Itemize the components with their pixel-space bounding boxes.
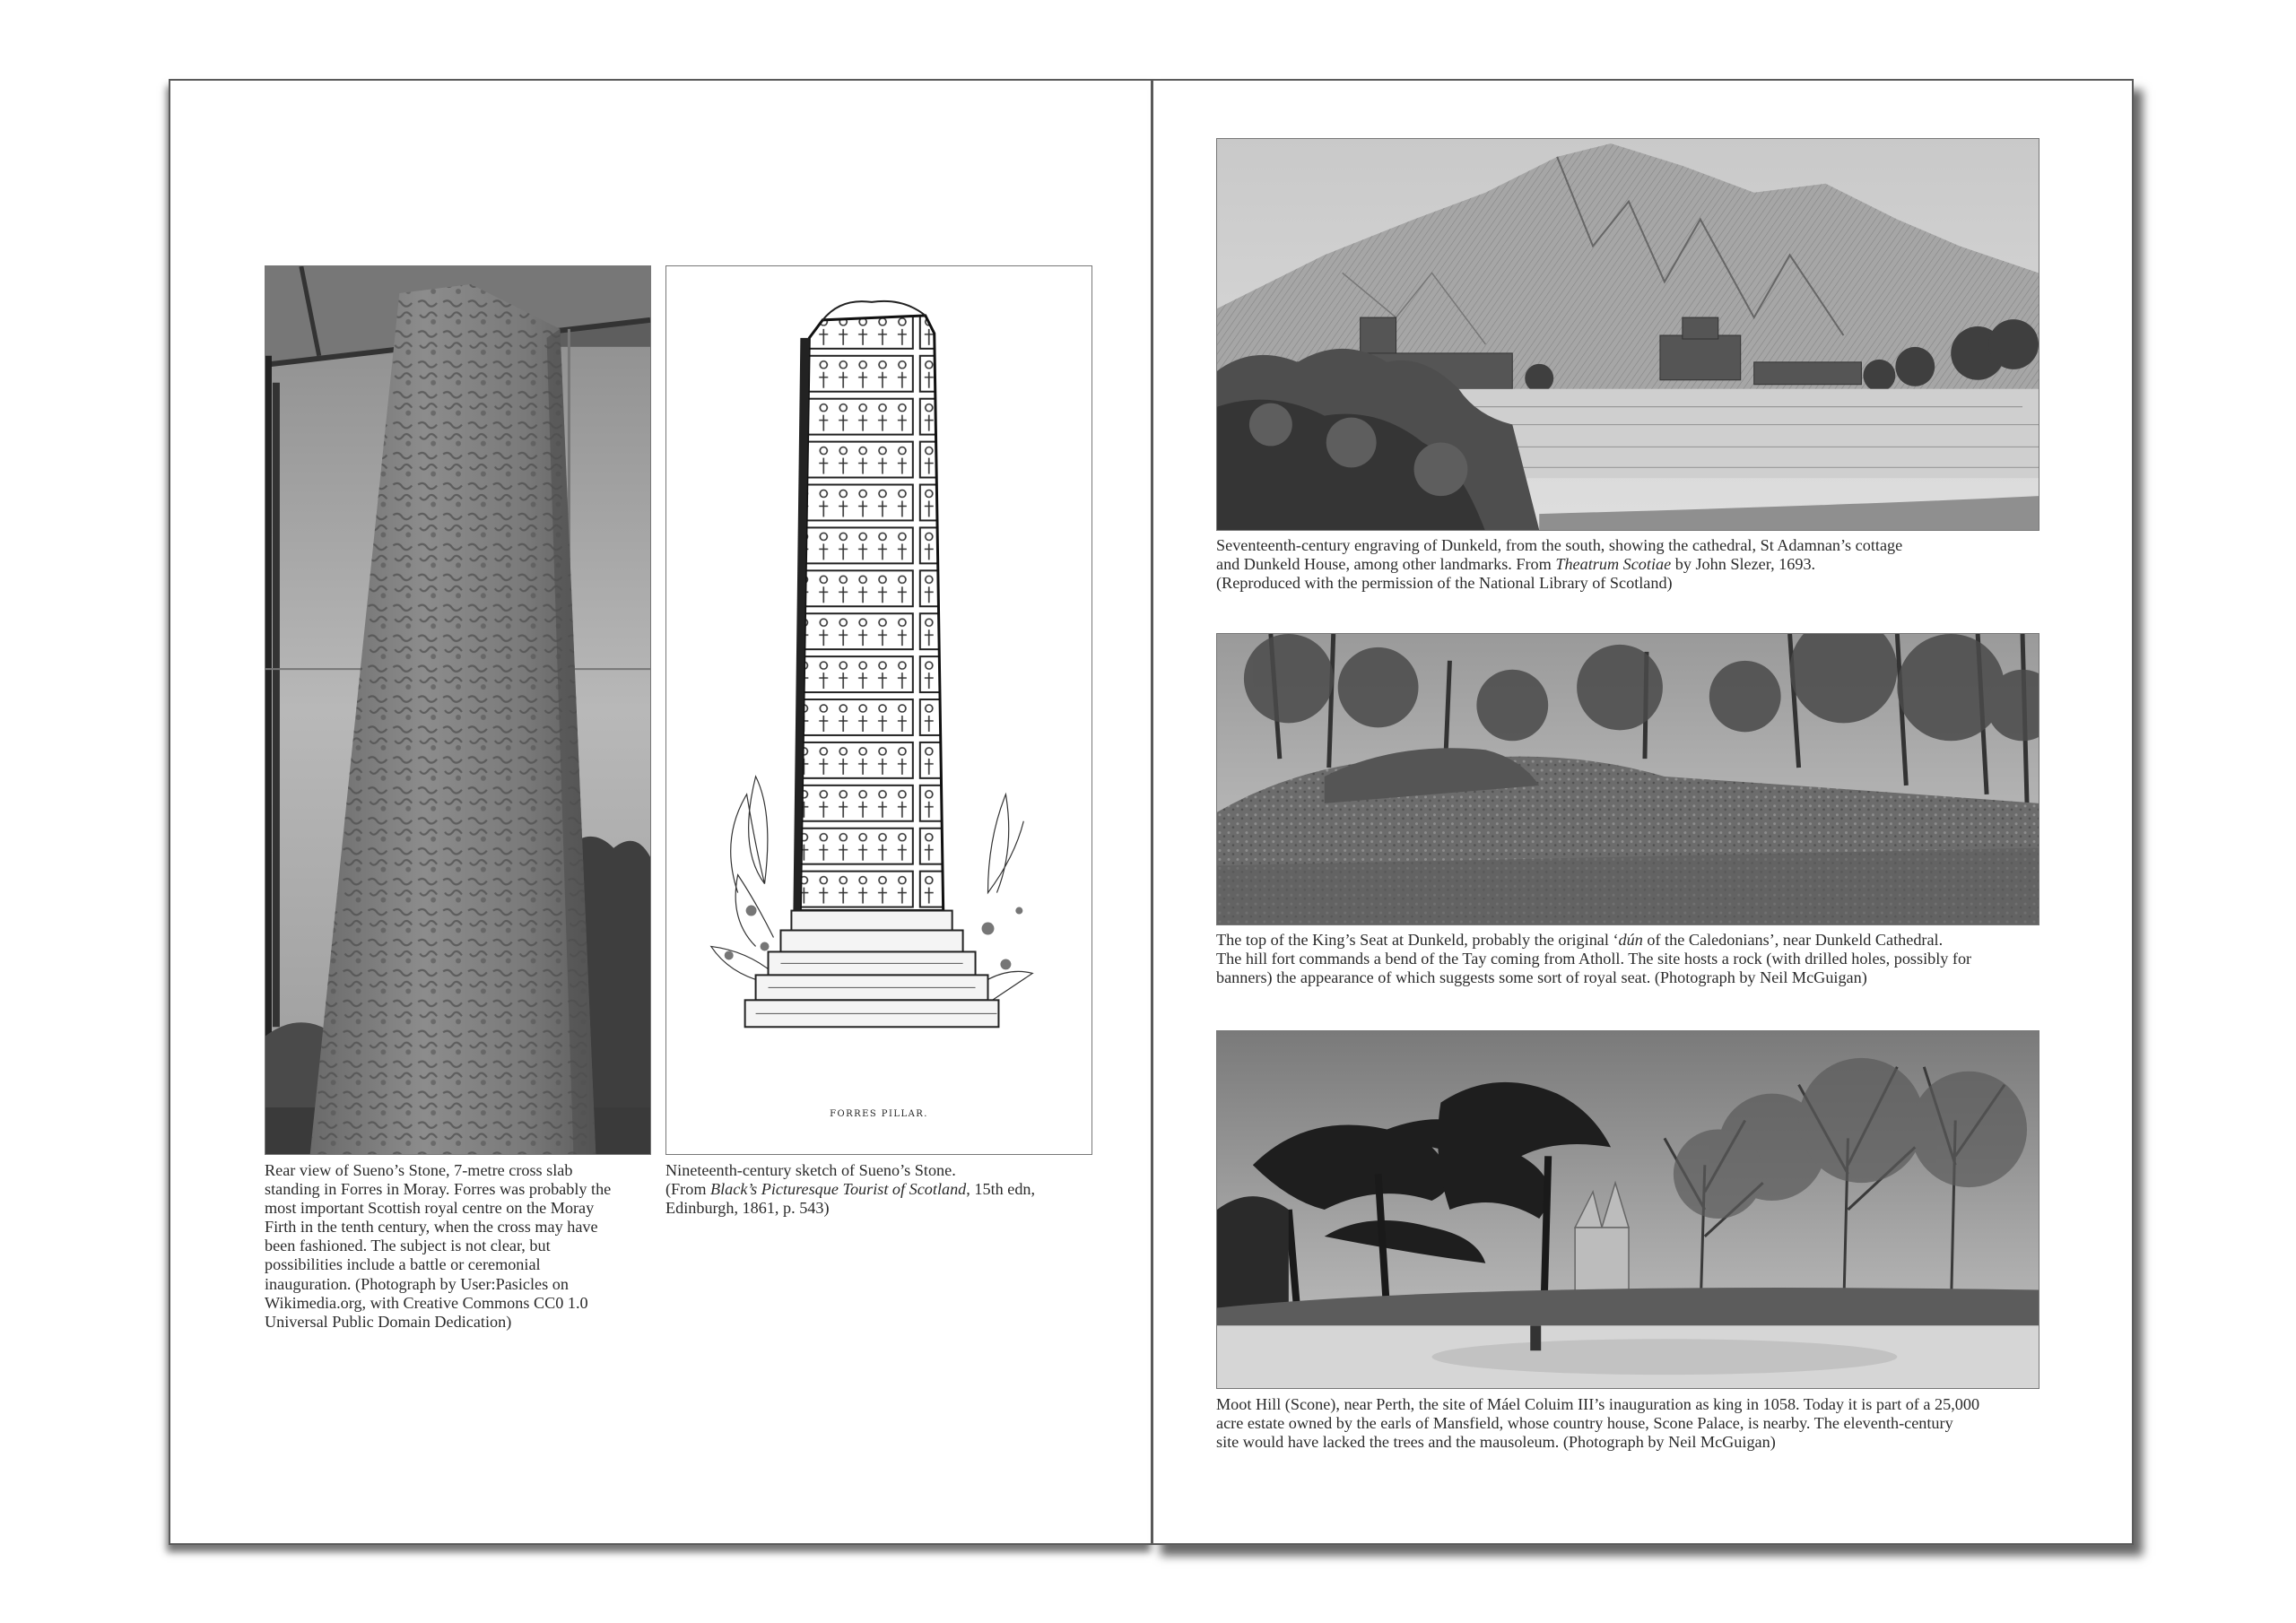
caption-line	[1216, 931, 1971, 950]
caption-line: Seventeenth-century engraving of Dunkeld, from the south, showing the cathedral, St Adamnan’s cottage	[1216, 536, 1903, 554]
moot-hill-caption	[1216, 1395, 1979, 1452]
caption-title-italic: Black’s Picturesque Tourist of Scotland	[710, 1180, 967, 1199]
kings-seat-caption	[1216, 931, 1971, 987]
forres-pillar-plate-label: FORRES PILLAR.	[830, 1109, 928, 1120]
caption-line: Nineteenth-century sketch of Sueno’s Stone.	[665, 1161, 956, 1179]
moot-hill-photo	[1216, 1030, 2039, 1389]
caption-line: most important Scottish royal centre on the Moray	[265, 1199, 595, 1218]
caption-line: banners) the appearance of which suggests some sort of royal seat. (Photograph by Neil McGuigan)	[1216, 968, 1867, 987]
caption-line: Moot Hill (Scone), near Perth, the site of Máel Coluim III’s inauguration as king in 1058. Today it is part of a 25,000	[1216, 1395, 1980, 1413]
caption-text: , 15th edn,	[966, 1180, 1036, 1199]
caption-text: by John Slezer, 1693.	[1671, 555, 1816, 574]
caption-line: possibilities include a battle or ceremonial	[265, 1255, 541, 1274]
caption-title-italic: Theatrum Scotiae	[1555, 555, 1672, 574]
caption-line: Edinburgh, 1861, p. 543)	[665, 1199, 830, 1218]
caption-line: acre estate owned by the earls of Mansfield, whose country house, Scone Palace, is nearby. The eleventh-century	[1216, 1414, 1953, 1433]
caption-line: Universal Public Domain Dedication)	[265, 1312, 512, 1331]
left-page	[169, 79, 1152, 1545]
forres-pillar-sketch	[665, 265, 1092, 1155]
caption-line: site would have lacked the trees and the mausoleum. (Photograph by Neil McGuigan)	[1216, 1433, 1776, 1452]
caption-text: of the Caledonians’, near Dunkeld Cathedral.	[1642, 931, 1944, 949]
caption-line: (Reproduced with the permission of the National Library of Scotland)	[1216, 574, 1673, 593]
caption-text: The top of the King’s Seat at Dunkeld, probably the original ‘	[1216, 931, 1619, 949]
caption-text: (From	[665, 1180, 711, 1199]
caption-line	[1216, 555, 1902, 574]
caption-text: and Dunkeld House, among other landmarks. From	[1216, 555, 1556, 574]
caption-line: Wikimedia.org, with Creative Commons CC0 1.0	[265, 1293, 588, 1312]
caption-term-italic: dún	[1618, 931, 1643, 949]
dunkeld-engraving	[1216, 138, 2039, 531]
caption-line: Firth in the tenth century, when the cross may have	[265, 1218, 598, 1237]
dunkeld-engraving-caption	[1216, 536, 1902, 593]
sueno-sketch-caption	[665, 1161, 1035, 1218]
kings-seat-photo	[1216, 633, 2039, 925]
caption-line: Rear view of Sueno’s Stone, 7-metre cross slab	[265, 1161, 573, 1179]
caption-line: been fashioned. The subject is not clear, but	[265, 1237, 551, 1255]
caption-line: standing in Forres in Moray. Forres was probably the	[265, 1180, 612, 1199]
caption-line: inauguration. (Photograph by User:Pasicles on	[265, 1274, 569, 1293]
sueno-photo-caption	[265, 1161, 611, 1332]
right-page	[1152, 79, 2134, 1545]
sueno-stone-photo	[265, 265, 651, 1155]
caption-line	[665, 1180, 1035, 1199]
caption-line: The hill fort commands a bend of the Tay coming from Atholl. The site hosts a rock (with drilled holes, possibly for	[1216, 950, 1972, 968]
